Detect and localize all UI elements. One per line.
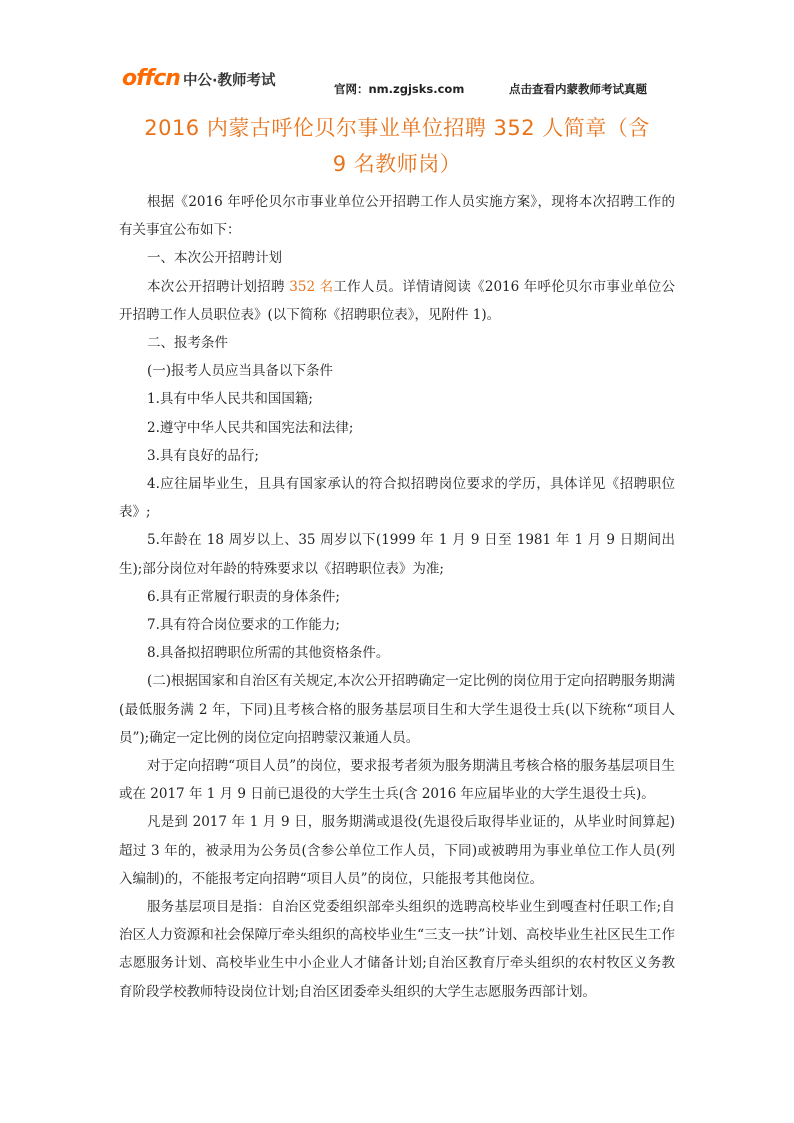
offcn-logo[interactable] (122, 66, 275, 90)
title-line-2: 9 名教师岗） (332, 152, 462, 176)
page-header (0, 0, 794, 100)
logo-brand: offcn (122, 66, 180, 91)
exclusion-paragraph: 凡是到 2017 年 1 月 9 日，服务期满或退役(先退役后取得毕业证的，从毕业时间算起)超过 3 年的，被录用为公务员(含参公单位工作人员，下同)或被聘用为事业单位工作人员(列入编制)的，不能报考定向招聘“项目人员”的岗位，只能报考其他岗位。 (119, 814, 675, 887)
condition-7: 7.具有符合岗位要求的工作能力; (147, 617, 340, 634)
plan-text-pre: 本次公开招聘计划招聘 (147, 278, 290, 295)
plan-text-post: 工作人员。详情请阅读《2016 年呼伦贝尔市事业单位公开招聘工作人员职位表》(以下简称《招聘职位表》，见附件 1)。 (119, 278, 675, 323)
subsection-2-paragraph: (二)根据国家和自治区有关规定,本次公开招聘确定一定比例的岗位用于定向招聘服务期满(最低服务满 2 年，下同)且考核合格的服务基层项目生和大学生退役士兵(以下统称“项目人员”);确定一定比例的岗位定向招聘蒙汉兼通人员。 (119, 673, 675, 746)
view-exam-questions-link[interactable]: 点击查看内蒙教师考试真题 (509, 82, 647, 96)
subsection-1-heading: (一)报考人员应当具备以下条件 (147, 363, 334, 380)
official-site-text[interactable]: 官网：nm.zgjsks.com (334, 82, 465, 96)
condition-8: 8.具备拟招聘职位所需的其他资格条件。 (147, 645, 390, 662)
condition-4: 4.应往届毕业生，且具有国家承认的符合拟招聘岗位要求的学历，具体详见《招聘职位表》; (119, 476, 675, 521)
projects-paragraph: 服务基层项目是指：自治区党委组织部牵头组织的选聘高校毕业生到嘎查村任职工作;自治区人力资源和社会保障厅牵头组织的高校毕业生“三支一扶”计划、高校毕业生社区民生工作志愿服务计划、高校毕业生中小企业人才储备计划;自治区教育厅牵头组织的农村牧区义务教育阶段学校教师特设岗位计划;自治区团委牵头组织的大学生志愿服务西部计划。 (119, 899, 675, 1000)
intro-paragraph: 根据《2016 年呼伦贝尔市事业单位公开招聘工作人员实施方案》，现将本次招聘工作的有关事宜公布如下： (119, 194, 675, 239)
condition-2: 2.遵守中华人民共和国宪法和法律; (147, 419, 354, 436)
recruit-count: 352 名 (289, 278, 334, 295)
condition-5: 5.年龄在 18 周岁以上、35 周岁以下(1999 年 1 月 9 日至 1981 年 1 月 9 日期间出生);部分岗位对年龄的特殊要求以《招聘职位表》为准; (119, 532, 675, 577)
section-1-heading: 一、本次公开招聘计划 (147, 250, 282, 267)
title-line-1: 2016 内蒙古呼伦贝尔事业单位招聘 352 人简章（含 (144, 116, 650, 140)
condition-6: 6.具有正常履行职责的身体条件; (147, 588, 340, 605)
directed-recruit-paragraph: 对于定向招聘“项目人员”的岗位，要求报考者须为服务期满且考核合格的服务基层项目生或在 2017 年 1 月 9 日前已退役的大学生士兵(含 2016 年应届毕业的大学生退役士兵)。 (119, 758, 675, 803)
document-body (119, 188, 675, 1006)
condition-1: 1.具有中华人民共和国国籍; (147, 391, 313, 408)
section-2-heading: 二、报考条件 (147, 335, 228, 352)
section-1-paragraph (119, 273, 675, 329)
condition-3: 3.具有良好的品行; (147, 447, 259, 464)
document-title (110, 110, 684, 182)
logo-name: 中公·教师考试 (182, 73, 276, 89)
